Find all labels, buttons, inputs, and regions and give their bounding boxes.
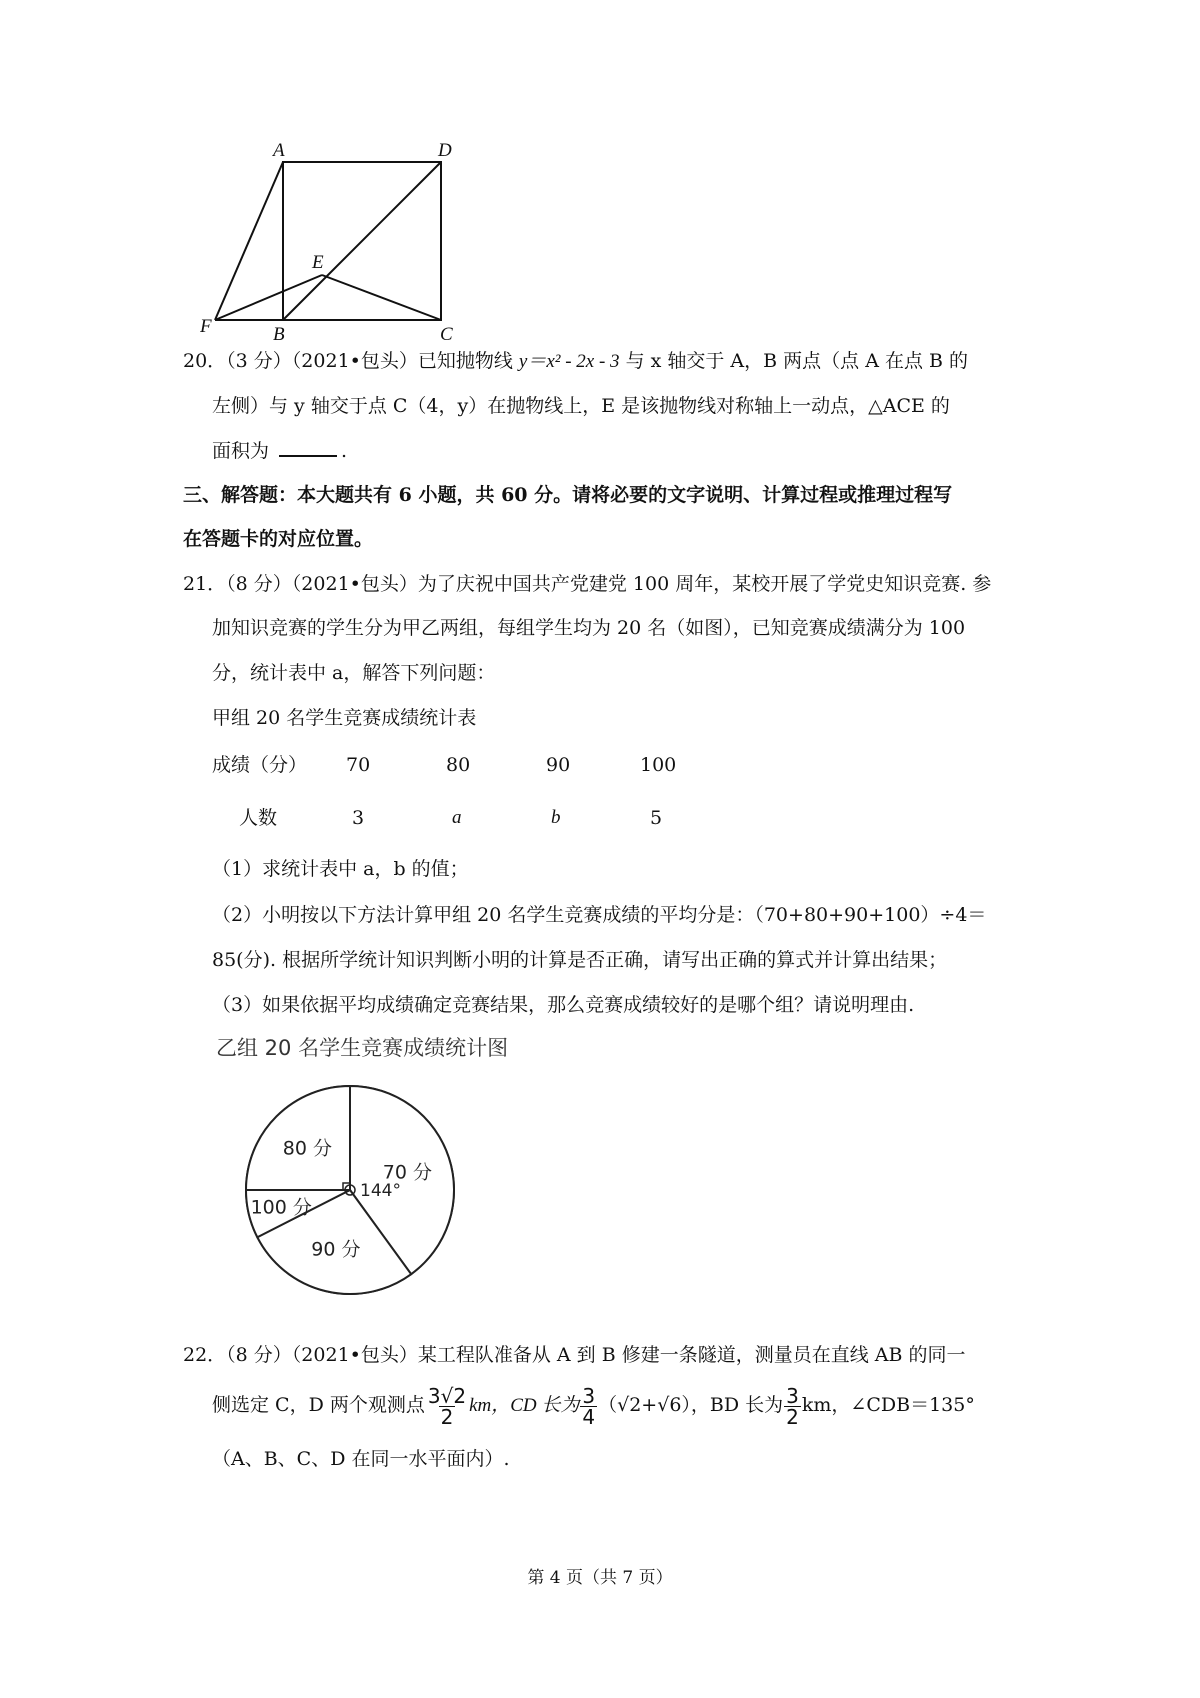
label-f: F <box>200 316 212 337</box>
table-title: 甲组 20 名学生竞赛成绩统计表 <box>212 707 477 729</box>
q20-equation: y＝x² - 2x - 3 <box>518 351 620 372</box>
q22-text-d: km，∠CDB＝135° <box>801 1394 975 1416</box>
fraction-3-over-2 <box>784 1383 801 1429</box>
table-header-90: 90 <box>546 754 571 776</box>
fraction-denominator: 2 <box>786 1404 799 1429</box>
pie-chart <box>230 1070 470 1310</box>
q21-sub2-line2: 85(分). 根据所学统计知识判断小明的计算是否正确，请写出正确的算式并计算出结果； <box>212 949 948 971</box>
table-cell-80: a <box>452 807 462 828</box>
q22-line3: （A、B、C、D 在同一水平面内）. <box>212 1448 510 1470</box>
label-d: D <box>438 140 452 161</box>
page-footer: 第 4 页（共 7 页） <box>527 1568 673 1588</box>
section3-heading-line2: 在答题卡的对应位置。 <box>183 528 374 550</box>
pie-label-80: 80 分 <box>282 1137 332 1160</box>
table-header-70: 70 <box>346 754 371 776</box>
table-cell-100: 5 <box>650 807 663 829</box>
q22-line2 <box>212 1382 975 1429</box>
angle-annotation: 144° <box>360 1181 401 1201</box>
pie-chart-title: 乙组 20 名学生竞赛成绩统计图 <box>216 1036 509 1060</box>
fraction-denominator: 4 <box>582 1404 596 1429</box>
q20-text-area: 面积为 <box>212 440 276 462</box>
q22-text-b: km，CD 长为 <box>469 1395 580 1416</box>
q21-line2: 加知识竞赛的学生分为甲乙两组，每组学生均为 20 名（如图），已知竞赛成绩满分为 100 <box>212 617 966 639</box>
label-c: C <box>440 324 453 345</box>
q20-line3 <box>212 437 347 464</box>
q21-sub3: （3）如果依据平均成绩确定竞赛结果，那么竞赛成绩较好的是哪个组？请说明理由. <box>212 994 915 1016</box>
fraction-3root2-over-2 <box>426 1383 468 1429</box>
fraction-3-over-4 <box>580 1383 597 1429</box>
table-header-100: 100 <box>640 754 677 776</box>
pie-label-90: 90 分 <box>311 1238 361 1261</box>
pie-label-70: 70 分 <box>382 1161 432 1184</box>
label-a: A <box>273 140 285 161</box>
label-e: E <box>312 252 324 273</box>
table-row-label: 人数 <box>239 807 278 829</box>
q22-line1: 22．（8 分）（2021•包头）某工程队准备从 A 到 B 修建一条隧道，测量员在直线 AB 的同一 <box>183 1344 966 1366</box>
geometry-figure <box>200 140 500 370</box>
q21-line3: 分，统计表中 a，解答下列问题： <box>212 662 496 684</box>
q20-line1 <box>183 348 968 375</box>
segment-bd <box>283 162 441 320</box>
answer-blank <box>279 437 337 457</box>
q20-text-b: 与 x 轴交于 A，B 两点（点 A 在点 B 的 <box>619 350 969 372</box>
section3-heading-line1: 三、解答题：本大题共有 6 小题，共 60 分。请将必要的文字说明、计算过程或推理过程写 <box>183 484 953 506</box>
label-b: B <box>273 324 285 345</box>
table-header-label: 成绩（分） <box>212 754 308 776</box>
q20-line2: 左侧）与 y 轴交于点 C（4，y）在抛物线上，E 是该抛物线对称轴上一动点，△ACE 的 <box>212 395 950 417</box>
q21-line1: 21．（8 分）（2021•包头）为了庆祝中国共产党建党 100 周年，某校开展了学党史知识竞赛. 参 <box>183 573 992 595</box>
table-cell-90: b <box>551 807 561 828</box>
q21-sub2-line1: （2）小明按以下方法计算甲组 20 名学生竞赛成绩的平均分是：（70+80+90+100）÷4＝ <box>212 904 987 926</box>
q22-text-a: 侧选定 C，D 两个观测点 <box>212 1394 425 1416</box>
fraction-numerator: 3 <box>582 1383 596 1408</box>
q20-text-a: 20．（3 分）（2021•包头）已知抛物线 <box>183 350 519 372</box>
fraction-numerator: 3 <box>786 1383 799 1408</box>
q21-sub1: （1）求统计表中 a，b 的值； <box>212 858 469 880</box>
q22-text-c: （√2+√6），BD 长为 <box>598 1394 784 1416</box>
fraction-denominator: 2 <box>440 1404 454 1429</box>
segment-ec <box>322 275 441 320</box>
table-header-80: 80 <box>446 754 471 776</box>
q20-period: . <box>341 440 348 462</box>
table-cell-70: 3 <box>352 807 365 829</box>
fraction-numerator: 3√2 <box>427 1383 467 1408</box>
pie-label-100: 100 分 <box>250 1196 312 1219</box>
